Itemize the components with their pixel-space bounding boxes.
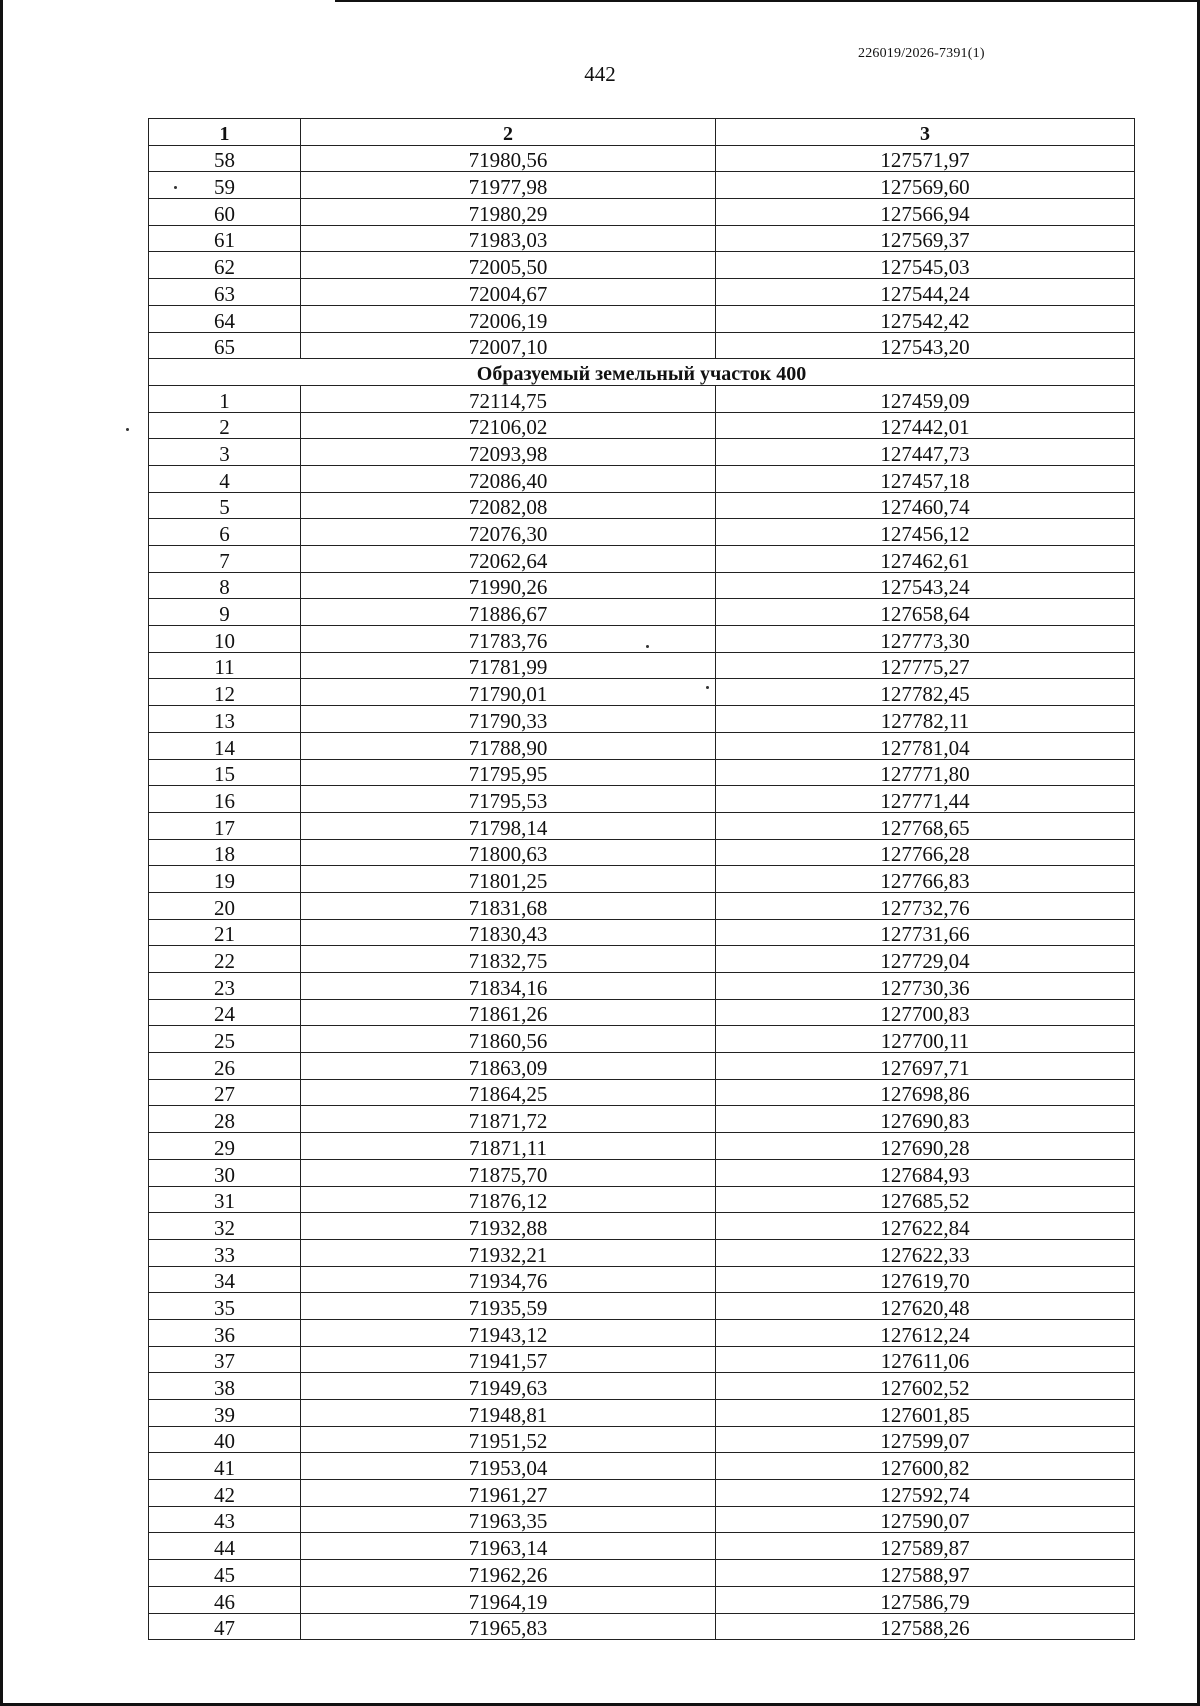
x-coordinate-cell: 71948,81 (301, 1400, 716, 1427)
point-number-cell: 37 (149, 1346, 301, 1373)
point-number-cell: 47 (149, 1613, 301, 1640)
table-row (149, 786, 1135, 813)
x-coordinate-cell: 71941,57 (301, 1346, 716, 1373)
x-coordinate-cell: 71832,75 (301, 946, 716, 973)
table-row (149, 1426, 1135, 1453)
x-coordinate-cell: 71801,25 (301, 866, 716, 893)
point-number-cell: 14 (149, 732, 301, 759)
x-coordinate-cell: 71980,29 (301, 199, 716, 226)
point-number-cell: 60 (149, 199, 301, 226)
point-number-cell: 2 (149, 412, 301, 439)
section-row (149, 359, 1135, 386)
x-coordinate-cell: 71834,16 (301, 973, 716, 1000)
page-number: 442 (584, 62, 616, 86)
y-coordinate-cell: 127700,83 (716, 999, 1135, 1026)
x-coordinate-cell: 71935,59 (301, 1293, 716, 1320)
y-coordinate-cell: 127698,86 (716, 1079, 1135, 1106)
table-row (149, 225, 1135, 252)
y-coordinate-cell: 127462,61 (716, 546, 1135, 573)
table-row (149, 759, 1135, 786)
table-row (149, 439, 1135, 466)
y-coordinate-cell: 127543,24 (716, 572, 1135, 599)
y-coordinate-cell: 127590,07 (716, 1506, 1135, 1533)
table-row (149, 465, 1135, 492)
table-row (149, 919, 1135, 946)
table-row (149, 946, 1135, 973)
y-coordinate-cell: 127589,87 (716, 1533, 1135, 1560)
y-coordinate-cell: 127684,93 (716, 1159, 1135, 1186)
table-row (149, 1266, 1135, 1293)
point-number-cell: 27 (149, 1079, 301, 1106)
table-header-row (149, 119, 1135, 146)
x-coordinate-cell: 71951,52 (301, 1426, 716, 1453)
x-coordinate-cell: 72114,75 (301, 385, 716, 412)
x-coordinate-cell: 72093,98 (301, 439, 716, 466)
y-coordinate-cell: 127611,06 (716, 1346, 1135, 1373)
x-coordinate-cell: 71961,27 (301, 1480, 716, 1507)
coordinates-table (148, 118, 1135, 1640)
x-coordinate-cell: 71800,63 (301, 839, 716, 866)
table-row (149, 1319, 1135, 1346)
table-row (149, 1453, 1135, 1480)
table-row (149, 1159, 1135, 1186)
x-coordinate-cell: 71871,72 (301, 1106, 716, 1133)
point-number-cell: 30 (149, 1159, 301, 1186)
x-coordinate-cell: 71795,53 (301, 786, 716, 813)
point-number-cell: 5 (149, 492, 301, 519)
x-coordinate-cell: 71781,99 (301, 652, 716, 679)
x-coordinate-cell: 71795,95 (301, 759, 716, 786)
y-coordinate-cell: 127602,52 (716, 1373, 1135, 1400)
y-coordinate-cell: 127690,28 (716, 1133, 1135, 1160)
table-row (149, 1346, 1135, 1373)
point-number-cell: 44 (149, 1533, 301, 1560)
point-number-cell: 32 (149, 1213, 301, 1240)
table-row (149, 1506, 1135, 1533)
y-coordinate-cell: 127773,30 (716, 626, 1135, 653)
table-row (149, 546, 1135, 573)
section-title: Образуемый земельный участок 400 (149, 359, 1135, 386)
point-number-cell: 63 (149, 279, 301, 306)
table-row (149, 172, 1135, 199)
point-number-cell: 31 (149, 1186, 301, 1213)
x-coordinate-cell: 71861,26 (301, 999, 716, 1026)
x-coordinate-cell: 71864,25 (301, 1079, 716, 1106)
point-number-cell: 34 (149, 1266, 301, 1293)
table-row (149, 866, 1135, 893)
table-row (149, 599, 1135, 626)
y-coordinate-cell: 127600,82 (716, 1453, 1135, 1480)
x-coordinate-cell: 71953,04 (301, 1453, 716, 1480)
x-coordinate-cell: 71964,19 (301, 1586, 716, 1613)
table-row (149, 305, 1135, 332)
point-number-cell: 18 (149, 839, 301, 866)
y-coordinate-cell: 127766,28 (716, 839, 1135, 866)
point-number-cell: 33 (149, 1239, 301, 1266)
table-row (149, 412, 1135, 439)
table-row (149, 385, 1135, 412)
x-coordinate-cell: 71831,68 (301, 892, 716, 919)
point-number-cell: 65 (149, 332, 301, 359)
y-coordinate-cell: 127732,76 (716, 892, 1135, 919)
table-row (149, 1186, 1135, 1213)
x-coordinate-cell: 71790,33 (301, 706, 716, 733)
x-coordinate-cell: 71875,70 (301, 1159, 716, 1186)
y-coordinate-cell: 127459,09 (716, 385, 1135, 412)
point-number-cell: 6 (149, 519, 301, 546)
table-row (149, 812, 1135, 839)
x-coordinate-cell: 72082,08 (301, 492, 716, 519)
point-number-cell: 46 (149, 1586, 301, 1613)
table-row (149, 1480, 1135, 1507)
x-coordinate-cell: 71783,76 (301, 626, 716, 653)
table-row (149, 492, 1135, 519)
point-number-cell: 11 (149, 652, 301, 679)
point-number-cell: 36 (149, 1319, 301, 1346)
table-row (149, 892, 1135, 919)
y-coordinate-cell: 127569,60 (716, 172, 1135, 199)
point-number-cell: 19 (149, 866, 301, 893)
point-number-cell: 16 (149, 786, 301, 813)
x-coordinate-cell: 72005,50 (301, 252, 716, 279)
column-header-3: 3 (716, 119, 1135, 146)
table-row (149, 1053, 1135, 1080)
point-number-cell: 39 (149, 1400, 301, 1427)
y-coordinate-cell: 127592,74 (716, 1480, 1135, 1507)
x-coordinate-cell: 71932,21 (301, 1239, 716, 1266)
point-number-cell: 43 (149, 1506, 301, 1533)
x-coordinate-cell: 72086,40 (301, 465, 716, 492)
x-coordinate-cell: 71830,43 (301, 919, 716, 946)
point-number-cell: 28 (149, 1106, 301, 1133)
y-coordinate-cell: 127542,42 (716, 305, 1135, 332)
table-row (149, 652, 1135, 679)
y-coordinate-cell: 127460,74 (716, 492, 1135, 519)
table-row (149, 1239, 1135, 1266)
table-row (149, 519, 1135, 546)
point-number-cell: 8 (149, 572, 301, 599)
x-coordinate-cell: 71934,76 (301, 1266, 716, 1293)
column-header-1: 1 (149, 119, 301, 146)
point-number-cell: 59 (149, 172, 301, 199)
y-coordinate-cell: 127456,12 (716, 519, 1135, 546)
y-coordinate-cell: 127622,84 (716, 1213, 1135, 1240)
table-row (149, 1106, 1135, 1133)
document-reference: 226019/2026-7391(1) (858, 46, 985, 61)
x-coordinate-cell: 71983,03 (301, 225, 716, 252)
y-coordinate-cell: 127775,27 (716, 652, 1135, 679)
table-row (149, 973, 1135, 1000)
column-header-2: 2 (301, 119, 716, 146)
x-coordinate-cell: 71962,26 (301, 1560, 716, 1587)
point-number-cell: 4 (149, 465, 301, 492)
point-number-cell: 26 (149, 1053, 301, 1080)
table-row (149, 626, 1135, 653)
table-row (149, 1213, 1135, 1240)
x-coordinate-cell: 71932,88 (301, 1213, 716, 1240)
x-coordinate-cell: 71876,12 (301, 1186, 716, 1213)
point-number-cell: 20 (149, 892, 301, 919)
top-rule (335, 0, 1200, 2)
table-row (149, 1133, 1135, 1160)
table-row (149, 999, 1135, 1026)
scan-speck (126, 428, 129, 431)
table-row (149, 332, 1135, 359)
point-number-cell: 10 (149, 626, 301, 653)
y-coordinate-cell: 127766,83 (716, 866, 1135, 893)
x-coordinate-cell: 72004,67 (301, 279, 716, 306)
point-number-cell: 35 (149, 1293, 301, 1320)
y-coordinate-cell: 127782,11 (716, 706, 1135, 733)
x-coordinate-cell: 71963,35 (301, 1506, 716, 1533)
y-coordinate-cell: 127588,97 (716, 1560, 1135, 1587)
x-coordinate-cell: 71963,14 (301, 1533, 716, 1560)
point-number-cell: 45 (149, 1560, 301, 1587)
point-number-cell: 22 (149, 946, 301, 973)
table-row (149, 679, 1135, 706)
point-number-cell: 7 (149, 546, 301, 573)
point-number-cell: 15 (149, 759, 301, 786)
table-row (149, 572, 1135, 599)
y-coordinate-cell: 127782,45 (716, 679, 1135, 706)
point-number-cell: 23 (149, 973, 301, 1000)
x-coordinate-cell: 71860,56 (301, 1026, 716, 1053)
point-number-cell: 42 (149, 1480, 301, 1507)
table-row (149, 1586, 1135, 1613)
y-coordinate-cell: 127566,94 (716, 199, 1135, 226)
y-coordinate-cell: 127622,33 (716, 1239, 1135, 1266)
x-coordinate-cell: 72106,02 (301, 412, 716, 439)
x-coordinate-cell: 72007,10 (301, 332, 716, 359)
y-coordinate-cell: 127730,36 (716, 973, 1135, 1000)
y-coordinate-cell: 127599,07 (716, 1426, 1135, 1453)
table-row (149, 252, 1135, 279)
y-coordinate-cell: 127545,03 (716, 252, 1135, 279)
x-coordinate-cell: 71798,14 (301, 812, 716, 839)
table-row (149, 1293, 1135, 1320)
table-row (149, 1026, 1135, 1053)
x-coordinate-cell: 71980,56 (301, 145, 716, 172)
x-coordinate-cell: 71965,83 (301, 1613, 716, 1640)
y-coordinate-cell: 127543,20 (716, 332, 1135, 359)
y-coordinate-cell: 127685,52 (716, 1186, 1135, 1213)
point-number-cell: 62 (149, 252, 301, 279)
table-row (149, 145, 1135, 172)
table-row (149, 1560, 1135, 1587)
point-number-cell: 21 (149, 919, 301, 946)
point-number-cell: 29 (149, 1133, 301, 1160)
point-number-cell: 41 (149, 1453, 301, 1480)
y-coordinate-cell: 127447,73 (716, 439, 1135, 466)
y-coordinate-cell: 127781,04 (716, 732, 1135, 759)
table-row (149, 1533, 1135, 1560)
point-number-cell: 58 (149, 145, 301, 172)
x-coordinate-cell: 71790,01 (301, 679, 716, 706)
y-coordinate-cell: 127442,01 (716, 412, 1135, 439)
point-number-cell: 40 (149, 1426, 301, 1453)
x-coordinate-cell: 71788,90 (301, 732, 716, 759)
y-coordinate-cell: 127544,24 (716, 279, 1135, 306)
x-coordinate-cell: 72062,64 (301, 546, 716, 573)
x-coordinate-cell: 71871,11 (301, 1133, 716, 1160)
y-coordinate-cell: 127771,80 (716, 759, 1135, 786)
point-number-cell: 64 (149, 305, 301, 332)
point-number-cell: 13 (149, 706, 301, 733)
x-coordinate-cell: 71863,09 (301, 1053, 716, 1080)
coordinates-table-body (149, 119, 1135, 1640)
point-number-cell: 12 (149, 679, 301, 706)
y-coordinate-cell: 127729,04 (716, 946, 1135, 973)
y-coordinate-cell: 127690,83 (716, 1106, 1135, 1133)
y-coordinate-cell: 127457,18 (716, 465, 1135, 492)
y-coordinate-cell: 127697,71 (716, 1053, 1135, 1080)
table-row (149, 279, 1135, 306)
point-number-cell: 25 (149, 1026, 301, 1053)
point-number-cell: 61 (149, 225, 301, 252)
table-row (149, 1400, 1135, 1427)
table-row (149, 839, 1135, 866)
point-number-cell: 24 (149, 999, 301, 1026)
x-coordinate-cell: 71949,63 (301, 1373, 716, 1400)
y-coordinate-cell: 127771,44 (716, 786, 1135, 813)
table-row (149, 1613, 1135, 1640)
y-coordinate-cell: 127620,48 (716, 1293, 1135, 1320)
table-row (149, 199, 1135, 226)
y-coordinate-cell: 127612,24 (716, 1319, 1135, 1346)
x-coordinate-cell: 72076,30 (301, 519, 716, 546)
y-coordinate-cell: 127569,37 (716, 225, 1135, 252)
y-coordinate-cell: 127658,64 (716, 599, 1135, 626)
table-row (149, 1079, 1135, 1106)
x-coordinate-cell: 71886,67 (301, 599, 716, 626)
point-number-cell: 3 (149, 439, 301, 466)
x-coordinate-cell: 71977,98 (301, 172, 716, 199)
point-number-cell: 38 (149, 1373, 301, 1400)
y-coordinate-cell: 127586,79 (716, 1586, 1135, 1613)
page-border-left (0, 0, 3, 1706)
y-coordinate-cell: 127731,66 (716, 919, 1135, 946)
point-number-cell: 17 (149, 812, 301, 839)
y-coordinate-cell: 127601,85 (716, 1400, 1135, 1427)
y-coordinate-cell: 127571,97 (716, 145, 1135, 172)
table-row (149, 732, 1135, 759)
x-coordinate-cell: 71943,12 (301, 1319, 716, 1346)
y-coordinate-cell: 127619,70 (716, 1266, 1135, 1293)
x-coordinate-cell: 71990,26 (301, 572, 716, 599)
point-number-cell: 1 (149, 385, 301, 412)
point-number-cell: 9 (149, 599, 301, 626)
y-coordinate-cell: 127588,26 (716, 1613, 1135, 1640)
table-row (149, 1373, 1135, 1400)
table-row (149, 706, 1135, 733)
x-coordinate-cell: 72006,19 (301, 305, 716, 332)
y-coordinate-cell: 127768,65 (716, 812, 1135, 839)
y-coordinate-cell: 127700,11 (716, 1026, 1135, 1053)
